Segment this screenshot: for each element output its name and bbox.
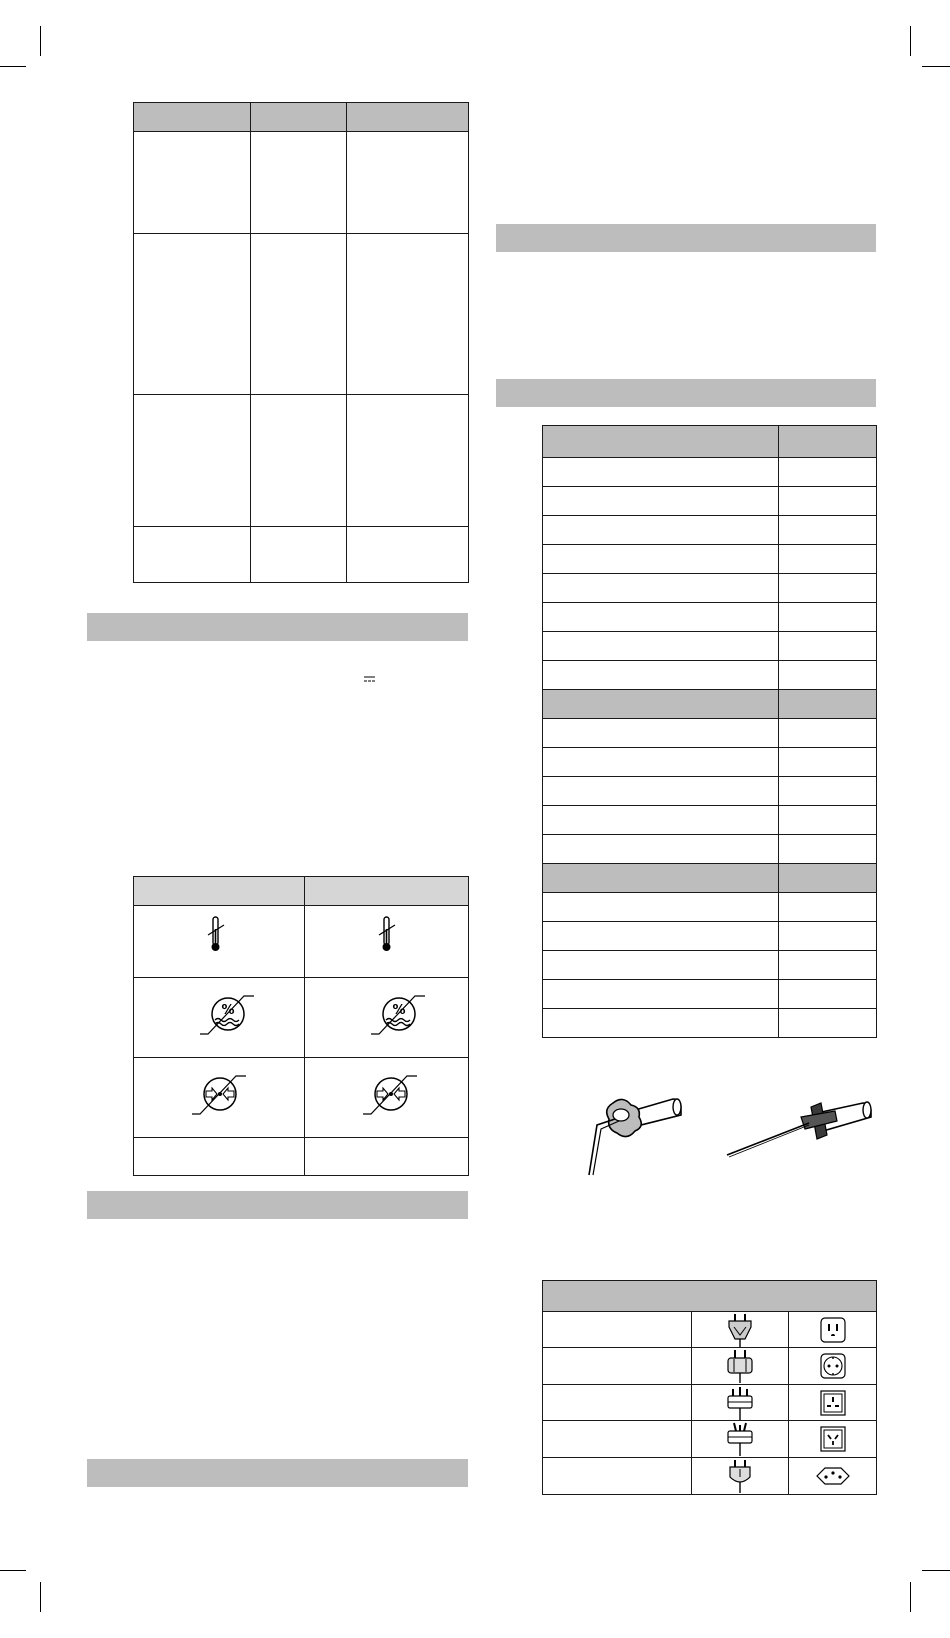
list-table-header-cell bbox=[543, 864, 779, 893]
list-table-row bbox=[543, 545, 877, 574]
list-table-row bbox=[543, 516, 877, 545]
humidity-icon bbox=[369, 990, 429, 1036]
list-table-cell bbox=[543, 777, 779, 806]
list-table-row bbox=[543, 893, 877, 922]
list-table-header-cell bbox=[779, 690, 877, 719]
pressure-icon bbox=[361, 1070, 421, 1116]
plug-type-table bbox=[542, 1280, 877, 1495]
swiss-socket-icon bbox=[815, 1465, 851, 1487]
list-table-cell bbox=[543, 980, 779, 1009]
list-table-row bbox=[543, 980, 877, 1009]
list-table-row bbox=[543, 748, 877, 777]
crop-mark bbox=[910, 26, 911, 56]
spec-table-cell bbox=[134, 132, 251, 234]
list-table-row bbox=[543, 951, 877, 980]
component-list-table bbox=[542, 425, 877, 1038]
thermometer-icon bbox=[204, 915, 228, 955]
list-table-cell bbox=[543, 603, 779, 632]
list-table-cell bbox=[779, 980, 877, 1009]
uk-plug-icon bbox=[725, 1386, 755, 1420]
list-table-cell bbox=[779, 748, 877, 777]
list-table-row bbox=[543, 603, 877, 632]
symbol-table-header-cell bbox=[305, 877, 469, 906]
spec-table bbox=[133, 102, 469, 583]
pressure-icon bbox=[190, 1070, 250, 1116]
spec-table-header-row bbox=[134, 103, 469, 132]
uk-socket-icon bbox=[820, 1390, 846, 1416]
australian-socket-icon bbox=[820, 1426, 846, 1452]
list-table-row bbox=[543, 661, 877, 690]
plug-table-cell bbox=[692, 1385, 789, 1421]
plug-table-cell bbox=[543, 1385, 692, 1421]
plug-table-cell bbox=[543, 1348, 692, 1385]
plug-table-cell bbox=[692, 1458, 789, 1495]
list-table-cell bbox=[543, 1009, 779, 1038]
list-table-cell bbox=[543, 661, 779, 690]
list-table-cell bbox=[779, 487, 877, 516]
spec-table-cell bbox=[347, 527, 469, 583]
plug-table-cell bbox=[692, 1348, 789, 1385]
plug-table-cell bbox=[789, 1348, 877, 1385]
australian-plug-icon bbox=[725, 1422, 755, 1456]
thermometer-icon bbox=[375, 915, 399, 955]
plug-table-header-row bbox=[543, 1281, 877, 1312]
spec-table-cell bbox=[347, 132, 469, 234]
plug-table-cell bbox=[543, 1421, 692, 1458]
list-table-cell bbox=[779, 545, 877, 574]
list-table-cell bbox=[779, 951, 877, 980]
list-table-row bbox=[543, 806, 877, 835]
plug-table-cell bbox=[543, 1312, 692, 1348]
symbol-table-header-row bbox=[134, 877, 469, 906]
spec-table-cell bbox=[251, 234, 347, 395]
long-probe-illustration bbox=[725, 1095, 875, 1165]
list-table-header-cell bbox=[543, 426, 779, 458]
spec-table-row bbox=[134, 527, 469, 583]
list-table-cell bbox=[543, 516, 779, 545]
list-table-cell bbox=[779, 777, 877, 806]
plug-table-row bbox=[543, 1458, 877, 1495]
crop-mark bbox=[40, 26, 41, 56]
symbol-table-cell bbox=[134, 906, 305, 978]
spec-table-cell bbox=[134, 395, 251, 527]
symbol-table-cell bbox=[305, 906, 469, 978]
list-table-cell bbox=[779, 719, 877, 748]
swiss-plug-icon bbox=[725, 1459, 755, 1493]
plug-table-cell bbox=[789, 1312, 877, 1348]
list-table-cell bbox=[779, 661, 877, 690]
spec-table-row bbox=[134, 132, 469, 234]
plug-table-cell bbox=[543, 1458, 692, 1495]
list-table-cell bbox=[779, 603, 877, 632]
plug-table-cell bbox=[789, 1458, 877, 1495]
symbol-table-row bbox=[134, 978, 469, 1058]
plug-table-cell bbox=[789, 1421, 877, 1458]
list-table-cell bbox=[543, 748, 779, 777]
list-table-cell bbox=[779, 922, 877, 951]
plug-table-cell bbox=[692, 1421, 789, 1458]
list-table-row bbox=[543, 458, 877, 487]
environment-symbol-table bbox=[133, 876, 469, 1176]
svg-text:%: % bbox=[392, 1002, 406, 1018]
list-table-cell bbox=[543, 487, 779, 516]
list-table-header-row bbox=[543, 864, 877, 893]
list-table-cell bbox=[543, 719, 779, 748]
crop-mark bbox=[910, 1582, 911, 1612]
plug-table-cell bbox=[789, 1385, 877, 1421]
schuko-socket-icon bbox=[820, 1353, 846, 1379]
list-table-cell bbox=[779, 835, 877, 864]
spec-table-header-cell bbox=[251, 103, 347, 132]
list-table-cell bbox=[543, 922, 779, 951]
list-table-cell bbox=[779, 893, 877, 922]
list-table-cell bbox=[779, 1009, 877, 1038]
list-table-header-row bbox=[543, 426, 877, 458]
crop-mark bbox=[0, 1570, 26, 1571]
spec-table-cell bbox=[134, 527, 251, 583]
list-table-cell bbox=[543, 835, 779, 864]
list-table-cell bbox=[543, 632, 779, 661]
list-table-cell bbox=[543, 806, 779, 835]
short-probe-illustration bbox=[585, 1085, 695, 1177]
list-table-row bbox=[543, 574, 877, 603]
crop-mark bbox=[40, 1582, 41, 1612]
list-table-row bbox=[543, 487, 877, 516]
plug-table-cell bbox=[692, 1312, 789, 1348]
symbol-table-header-cell bbox=[134, 877, 305, 906]
list-table-cell bbox=[779, 574, 877, 603]
spec-table-header-cell bbox=[134, 103, 251, 132]
plug-table-row bbox=[543, 1385, 877, 1421]
svg-text:%: % bbox=[221, 1002, 235, 1018]
plug-table-header-cell bbox=[543, 1281, 877, 1312]
spec-table-cell bbox=[251, 527, 347, 583]
list-table-cell bbox=[543, 458, 779, 487]
spec-table-cell bbox=[134, 234, 251, 395]
spec-table-cell bbox=[251, 395, 347, 527]
crop-mark bbox=[922, 66, 950, 67]
list-table-cell bbox=[779, 632, 877, 661]
list-table-cell bbox=[779, 806, 877, 835]
list-table-row bbox=[543, 1009, 877, 1038]
spec-table-row bbox=[134, 234, 469, 395]
list-table-row bbox=[543, 632, 877, 661]
plug-table-row bbox=[543, 1312, 877, 1348]
symbol-table-cell bbox=[134, 978, 305, 1058]
spec-table-header-cell bbox=[347, 103, 469, 132]
list-table-row bbox=[543, 719, 877, 748]
list-table-header-cell bbox=[779, 864, 877, 893]
section-heading-bar bbox=[87, 1459, 468, 1487]
spec-table-cell bbox=[347, 395, 469, 527]
crop-mark bbox=[922, 1570, 950, 1571]
symbol-table-cell bbox=[305, 978, 469, 1058]
list-table-row bbox=[543, 835, 877, 864]
direct-current-icon bbox=[364, 676, 375, 682]
schuko-plug-icon bbox=[725, 1349, 755, 1383]
section-heading-bar bbox=[496, 379, 876, 407]
crop-mark bbox=[0, 66, 26, 67]
spec-table-cell bbox=[347, 234, 469, 395]
symbol-table-row bbox=[134, 1138, 469, 1176]
list-table-row bbox=[543, 777, 877, 806]
symbol-table-row bbox=[134, 906, 469, 978]
list-table-header-cell bbox=[779, 426, 877, 458]
list-table-cell bbox=[543, 545, 779, 574]
symbol-table-cell bbox=[134, 1058, 305, 1138]
list-table-row bbox=[543, 922, 877, 951]
section-heading-bar bbox=[87, 1191, 468, 1219]
list-table-cell bbox=[779, 516, 877, 545]
plug-table-row bbox=[543, 1421, 877, 1458]
symbol-table-row bbox=[134, 1058, 469, 1138]
symbol-table-cell bbox=[305, 1058, 469, 1138]
list-table-cell bbox=[779, 458, 877, 487]
spec-table-cell bbox=[251, 132, 347, 234]
list-table-cell bbox=[543, 574, 779, 603]
symbol-table-cell bbox=[305, 1138, 469, 1176]
section-heading-bar bbox=[496, 224, 876, 252]
type-a-socket-icon bbox=[820, 1317, 846, 1343]
section-heading-bar bbox=[87, 613, 468, 641]
plug-table-row bbox=[543, 1348, 877, 1385]
list-table-cell bbox=[543, 951, 779, 980]
list-table-header-row bbox=[543, 690, 877, 719]
spec-table-row bbox=[134, 395, 469, 527]
humidity-icon bbox=[198, 990, 258, 1036]
list-table-header-cell bbox=[543, 690, 779, 719]
type-a-plug-icon bbox=[725, 1313, 755, 1347]
list-table-cell bbox=[543, 893, 779, 922]
symbol-table-cell bbox=[134, 1138, 305, 1176]
